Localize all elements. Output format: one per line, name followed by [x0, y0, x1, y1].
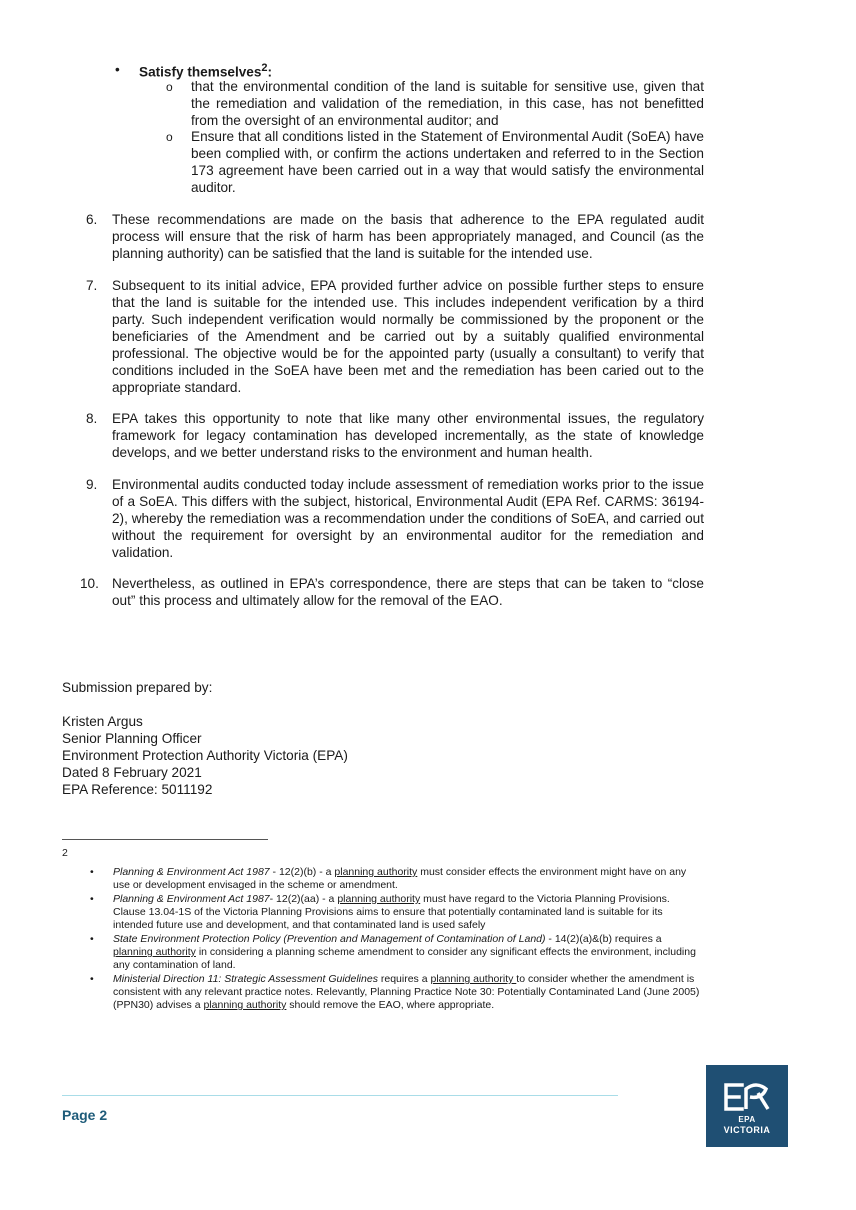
footnote-bullet: •	[90, 866, 94, 878]
paragraph-number: 10.	[80, 576, 99, 591]
planning-authority-link[interactable]: planning authority	[203, 999, 287, 1011]
footnote-ref[interactable]: 2	[261, 62, 268, 74]
author-organisation: Environment Protection Authority Victoria (EPA)	[62, 748, 348, 763]
footer-rule	[62, 1095, 618, 1096]
planning-authority-link[interactable]: planning authority	[334, 866, 418, 878]
footnote-bullet: •	[90, 893, 94, 905]
author-name: Kristen Argus	[62, 714, 143, 729]
planning-authority-link[interactable]: planning authority	[430, 973, 517, 985]
paragraph: Subsequent to its initial advice, EPA provided further advice on possible further steps to ensure that the land is suitable for the intended use. This includes independent verification by a third party. Such independent verification would normally be commissioned by the proponent or the beneficiaries of the Amendment and be carried out by a suitably qualified environmental professional. The objective would be for the appointed party (usually a consultant) to verify that conditions included in the SoEA have been met and the remediation has been caried out to the appropriate standard.	[112, 278, 704, 395]
paragraph-number: 9.	[86, 477, 98, 492]
footnote-item: Planning & Environment Act 1987- 12(2)(aa) - a planning authority must have regard to the Victoria Planning Provisions. Clause 13.04-1S of the Victoria Planning Provisions aims to ensure that potentially contaminated land is suitable for its intended future use and development, and that contaminated land is used safely	[113, 893, 670, 931]
sub-bullet-marker: o	[166, 80, 173, 94]
footnote-item: State Environment Protection Policy (Prevention and Management of Contamination of Land) - 14(2)(a)&(b) requires a planning authority in considering a planning scheme amendment to consider any significant effects the environment, including any contamination of land.	[113, 933, 696, 971]
author-title: Senior Planning Officer	[62, 731, 202, 746]
footnote-separator	[62, 839, 268, 840]
paragraph-number: 6.	[86, 212, 98, 227]
footnote-item: Ministerial Direction 11: Strategic Assessment Guidelines requires a planning authority to consider whether the amendment is consistent with any relevant practice notes. Relevantly, Planning Practice Note 30: Potentially Contaminated Land (June 2005) (PPN30) advises a planning authority should remove the EAO, where appropriate.	[113, 973, 700, 1011]
footnote-bullet: •	[90, 933, 94, 945]
paragraph: Nevertheless, as outlined in EPA’s correspondence, there are steps that can be taken to “close out” this process and ultimately allow for the removal of the EAO.	[112, 576, 704, 608]
logo-text-victoria: VICTORIA	[723, 1125, 771, 1135]
paragraph-number: 8.	[86, 411, 98, 426]
page-number: Page 2	[62, 1107, 108, 1123]
planning-authority-link[interactable]: planning authority	[113, 946, 196, 958]
date-line: Dated 8 February 2021	[62, 765, 202, 780]
satisfy-heading: Satisfy themselves$^2$:	[139, 62, 273, 80]
footnote-bullet: •	[90, 973, 94, 985]
bullet-marker: •	[115, 62, 120, 77]
footnote-number: 2	[62, 847, 68, 859]
planning-authority-link[interactable]: planning authority	[337, 893, 421, 905]
paragraph-number: 7.	[86, 278, 98, 293]
reference-line: EPA Reference: 5011192	[62, 782, 213, 797]
paragraph: Environmental audits conducted today include assessment of remediation works prior to the issue of a SoEA. This differs with the subject, historical, Environmental Audit (EPA Ref. CARMS: 36194-2), whereby the remediation was a recommendation under the conditions of SoEA, and carried out without the requirement for oversight by an environmental auditor for the remediation and validation.	[112, 477, 704, 560]
epa-victoria-logo	[706, 1065, 788, 1147]
paragraph: These recommendations are made on the basis that adherence to the EPA regulated audit process will ensure that the risk of harm has been appropriately managed, and Council (as the planning authority) can be satisfied that the land is suitable for the intended use.	[112, 212, 704, 261]
logo-text-epa: EPA	[738, 1115, 756, 1124]
sub-bullet-marker: o	[166, 130, 173, 144]
sub-item: Ensure that all conditions listed in the Statement of Environmental Audit (SoEA) have been complied with, or confirm the actions undertaken and referred to in the Section 173 agreement have been carried out in a way that would satisfy the environmental auditor.	[191, 129, 704, 195]
epa-logo-icon	[722, 1079, 772, 1113]
paragraph: EPA takes this opportunity to note that like many other environmental issues, the regulatory framework for legacy contamination has developed incrementally, as the state of knowledge develops, and we better understand risks to the environment and human health.	[112, 411, 704, 460]
sub-item: that the environmental condition of the land is suitable for sensitive use, given that the remediation and validation of the remediation, in this case, has not benefitted from the oversight of an environmental auditor; and	[191, 79, 704, 128]
footnote-item: Planning & Environment Act 1987 - 12(2)(b) - a planning authority must consider effects the environment might have on any use or development envisaged in the scheme or amendment.	[113, 866, 687, 891]
prepared-by-label: Submission prepared by:	[62, 680, 213, 695]
